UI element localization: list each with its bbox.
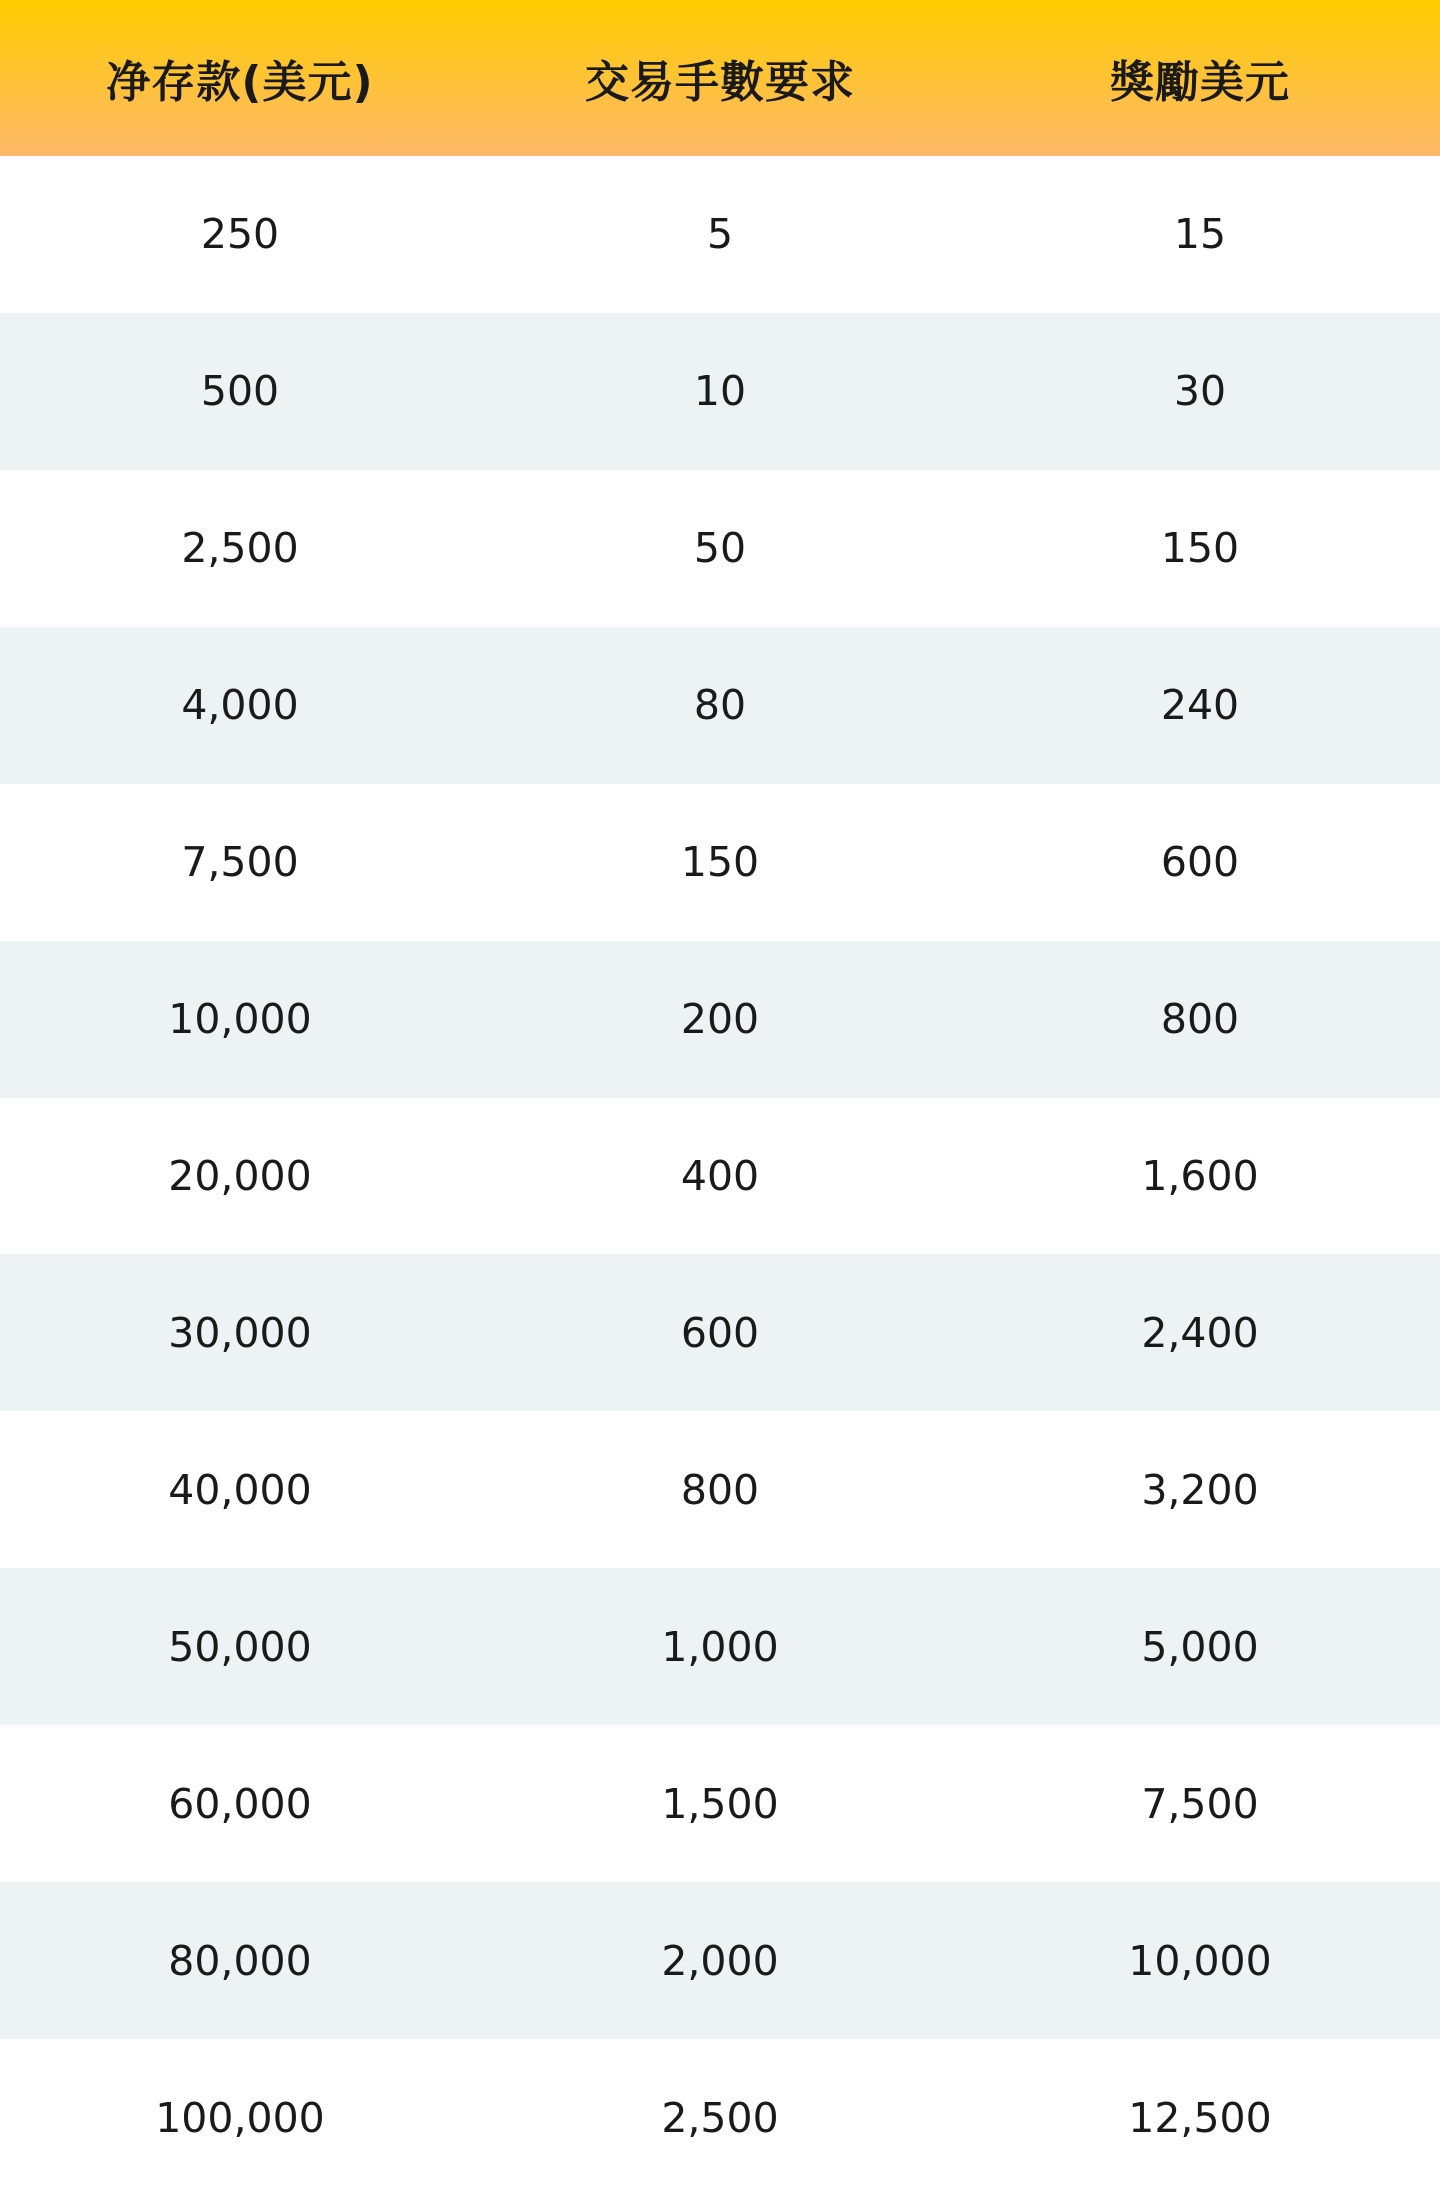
cell-lots-required: 50: [693, 524, 747, 573]
table-row: [0, 1568, 1440, 1725]
cell-bonus-usd: 150: [1160, 524, 1240, 573]
table-row: [0, 1411, 1440, 1568]
cell-bonus-usd: 2,400: [1141, 1308, 1259, 1357]
table-row: [0, 941, 1440, 1098]
table-row: [0, 2039, 1440, 2196]
cell-net-deposit: 50,000: [168, 1622, 312, 1671]
cell-bonus-usd: 240: [1160, 681, 1240, 730]
cell-lots-required: 600: [680, 1308, 760, 1357]
table-row: [0, 1882, 1440, 2039]
table-row: [0, 1098, 1440, 1255]
cell-bonus-usd: 5,000: [1141, 1622, 1259, 1671]
cell-net-deposit: 2,500: [181, 524, 299, 573]
cell-lots-required: 2,000: [661, 1936, 779, 1985]
table-row: [0, 1254, 1440, 1411]
cell-bonus-usd: 3,200: [1141, 1465, 1259, 1514]
table-row: [0, 1725, 1440, 1882]
cell-lots-required: 5: [706, 210, 734, 259]
cell-lots-required: 10: [693, 367, 747, 416]
table-row: [0, 156, 1440, 313]
cell-net-deposit: 20,000: [168, 1151, 312, 1200]
cell-net-deposit: 500: [200, 367, 280, 416]
cell-net-deposit: 7,500: [181, 838, 299, 887]
cell-net-deposit: 30,000: [168, 1308, 312, 1357]
cell-bonus-usd: 7,500: [1141, 1779, 1259, 1828]
cell-lots-required: 150: [680, 838, 760, 887]
cell-bonus-usd: 10,000: [1128, 1936, 1272, 1985]
cell-bonus-usd: 600: [1160, 838, 1240, 887]
cell-net-deposit: 40,000: [168, 1465, 312, 1514]
table-body: [0, 156, 1440, 2196]
cell-bonus-usd: 1,600: [1141, 1151, 1259, 1200]
cell-net-deposit: 100,000: [155, 2093, 325, 2142]
cell-net-deposit: 60,000: [168, 1779, 312, 1828]
cell-lots-required: 200: [680, 995, 760, 1044]
cell-bonus-usd: 800: [1160, 995, 1240, 1044]
header-bonus-usd: 獎勵美元: [1110, 57, 1290, 108]
cell-lots-required: 1,000: [661, 1622, 779, 1671]
cell-net-deposit: 250: [200, 210, 280, 259]
header-net-deposit: 净存款(美元): [106, 57, 374, 108]
table-row: [0, 470, 1440, 627]
header-lots-required: 交易手數要求: [585, 57, 855, 108]
table-row: [0, 784, 1440, 941]
cell-lots-required: 80: [693, 681, 747, 730]
cell-lots-required: 800: [680, 1465, 760, 1514]
cell-lots-required: 2,500: [661, 2093, 779, 2142]
cell-lots-required: 400: [680, 1151, 760, 1200]
cell-bonus-usd: 15: [1173, 210, 1227, 259]
cell-bonus-usd: 30: [1173, 367, 1227, 416]
cell-net-deposit: 10,000: [168, 995, 312, 1044]
cell-lots-required: 1,500: [661, 1779, 779, 1828]
table-row: [0, 627, 1440, 784]
cell-bonus-usd: 12,500: [1128, 2093, 1272, 2142]
cell-net-deposit: 4,000: [181, 681, 299, 730]
table-row: [0, 313, 1440, 470]
table-header: [0, 0, 1440, 156]
cell-net-deposit: 80,000: [168, 1936, 312, 1985]
